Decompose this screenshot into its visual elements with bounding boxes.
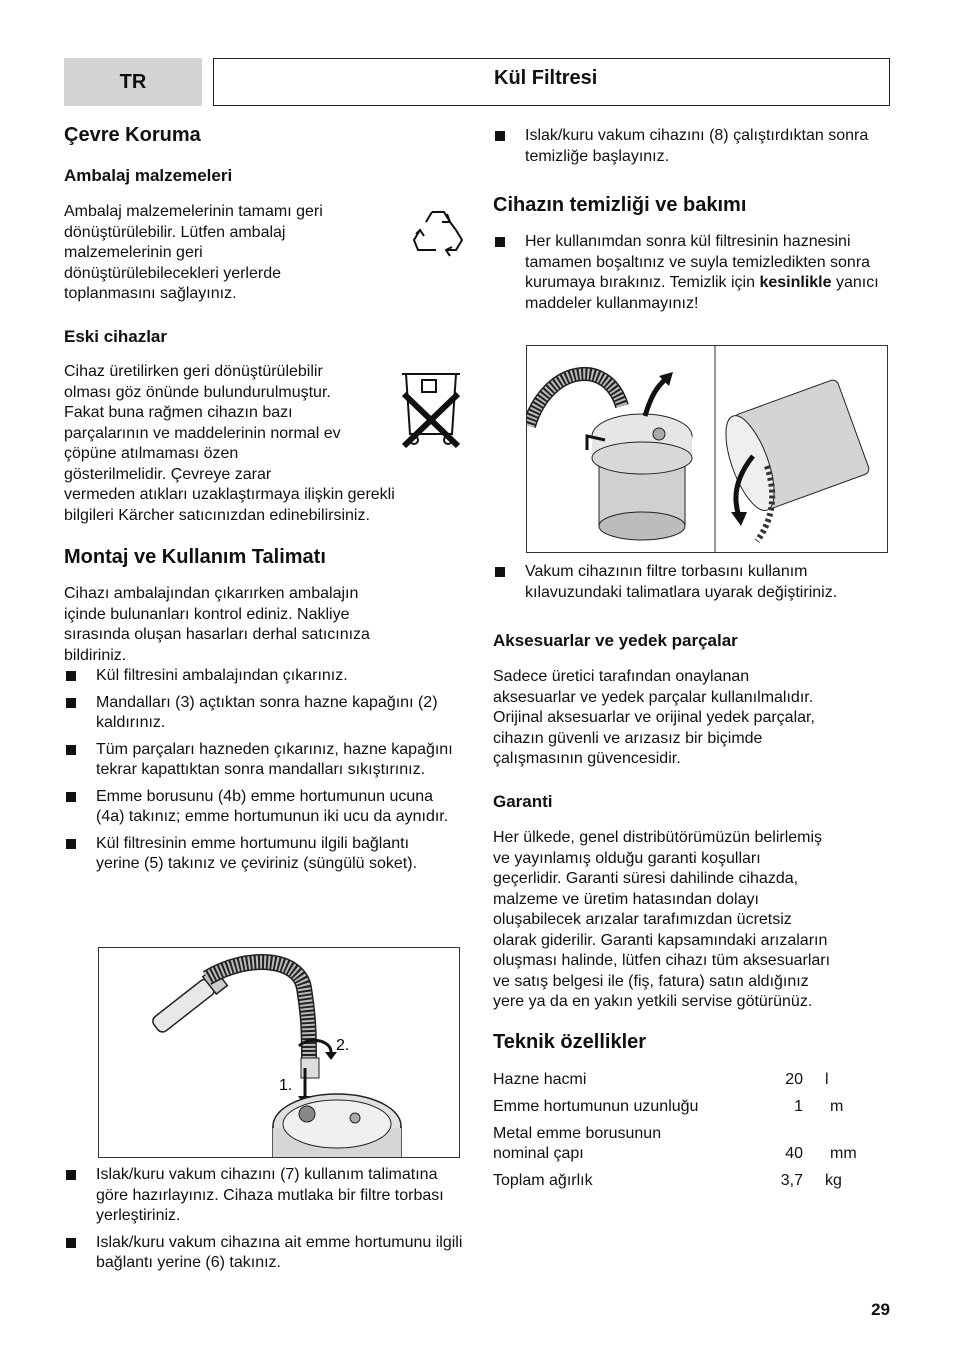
cleaning-illustration <box>527 346 887 552</box>
list-item: Tüm parçaları hazneden çıkarınız, hazne kapağını tekrar kapattıktan sonra mandalları sıkıştırınız. <box>64 740 454 781</box>
hose-illustration <box>99 948 459 1157</box>
spec-unit: m <box>830 1098 844 1115</box>
spec-value: 20 <box>785 1071 803 1088</box>
spec-unit: l <box>825 1071 829 1088</box>
crossed-bin-icon <box>398 368 464 450</box>
heading-ambalaj: Ambalaj malzemeleri <box>64 166 233 185</box>
montaj-text: Cihazı ambalajından çıkarırken ambalajın içinde bulunanları kontrol ediniz. Nakliye sırasında oluşan hasarları derhal satıcınıza bildiriniz. <box>64 585 370 664</box>
heading-garanti: Garanti <box>493 792 553 811</box>
montaj-steps <box>64 666 454 881</box>
list-item: Kül filtresini ambalajından çıkarınız. <box>64 666 454 687</box>
eski-cihazlar-text: Cihaz üretilirken geri dönüştürülebilir olması göz önünde bulundurulmuştur. Fakat buna rağmen cihazın bazı parçalarının ve maddelerinin normal ev çöpüne atılmaması özen gösterilmelidir. Çevreye zarar vermeden atıkları uzaklaştırmaya ilişkin gerekli bilgileri Kärcher satıcınızdan edinebilirsiniz. <box>64 363 395 524</box>
spec-label: Metal emme borusunun <box>493 1125 662 1142</box>
filter-bag-step <box>493 562 893 609</box>
step-label-1: 1. <box>279 1077 293 1094</box>
step-label-2: 2. <box>336 1037 350 1054</box>
heading-montaj: Montaj ve Kullanım Talimatı <box>64 546 326 568</box>
heading-bakim: Cihazın temizliği ve bakımı <box>493 194 747 216</box>
spec-unit: kg <box>825 1172 842 1189</box>
heading-aksesuar: Aksesuarlar ve yedek parçalar <box>493 631 738 650</box>
list-item: Islak/kuru vakum cihazına ait emme hortumunu ilgili bağlantı yerine (6) takınız. <box>64 1233 464 1274</box>
page-number: 29 <box>871 1300 890 1319</box>
heading-teknik: Teknik özellikler <box>493 1031 647 1053</box>
list-item: Her kullanımdan sonra kül filtresinin haznesini tamamen boşaltınız ve suyla temizledikten sonra kurumaya bırakınız. Temizlik için kesinlikle yanıcı maddeler kullanmayınız! <box>493 232 883 314</box>
list-item: Kül filtresinin emme hortumunu ilgili bağlantı yerine (5) takınız ve çeviriniz (süngülü soket). <box>64 834 454 875</box>
recycle-icon <box>412 206 464 258</box>
aksesuar-text: Sadece üretici tarafından onaylanan aksesuarlar ve yedek parçalar kullanılmalıdır. Orijinal aksesuarlar ve orijinal yedek parçalar, cihazın güvenli ve arızasız bir biçimde çalışmasının güvencesidir. <box>493 668 815 767</box>
heading-cevre-koruma: Çevre Koruma <box>64 124 201 146</box>
section-title: Kül Filtresi <box>494 67 598 89</box>
list-item: Emme borusunu (4b) emme hortumunun ucuna (4a) takınız; emme hortumunun iki ucu da aynıdır. <box>64 787 454 828</box>
spec-value: 3,7 <box>780 1172 803 1189</box>
start-step <box>493 126 889 173</box>
spec-value: 40 <box>785 1145 803 1162</box>
cleaning-figure <box>526 345 888 553</box>
spec-label: Hazne hacmi <box>493 1071 587 1088</box>
preparation-steps <box>64 1165 464 1280</box>
list-item: Islak/kuru vakum cihazını (8) çalıştırdıktan sonra temizliğe başlayınız. <box>493 126 889 167</box>
hose-attachment-figure <box>98 947 460 1158</box>
spec-unit: mm <box>830 1145 857 1162</box>
language-tab: TR <box>64 58 202 106</box>
spec-value: 1 <box>794 1098 803 1115</box>
heading-eski-cihazlar: Eski cihazlar <box>64 327 168 346</box>
section-title-box <box>213 58 890 106</box>
ambalaj-text: Ambalaj malzemelerinin tamamı geri dönüştürülebilir. Lütfen ambalaj malzemelerinin geri dönüştürülebilecekleri yerlerde toplanmasını sağlayınız. <box>64 203 323 302</box>
spec-label: Toplam ağırlık <box>493 1172 593 1189</box>
list-item: Mandalları (3) açtıktan sonra hazne kapağını (2) kaldırınız. <box>64 693 454 734</box>
maintenance-steps <box>493 232 883 320</box>
list-item: Islak/kuru vakum cihazını (7) kullanım talimatına göre hazırlayınız. Cihaza mutlaka bir filtre torbası yerleştiriniz. <box>64 1165 464 1227</box>
spec-label-line2: nominal çapı <box>493 1145 584 1162</box>
list-item: Vakum cihazının filtre torbasını kullanım kılavuzundaki talimatlara uyarak değiştiriniz. <box>493 562 893 603</box>
garanti-text: Her ülkede, genel distribütörümüzün belirlemiş ve yayınlamış olduğu garanti koşulları geçerlidir. Garanti süresi dahilinde cihazda, malzeme ve üretim hatasından dolayı oluşabilecek arızalar tarafımızdan ücretsiz olarak giderilir. Garanti kapsamındaki arızaların oluşması halinde, lütfen cihazı tüm aksesuarları ve satış belgesi ile (fiş, fatura) satın aldığınız yere ya da en yakın yetkili servise götürünüz. <box>493 829 831 1010</box>
spec-label: Emme hortumunun uzunluğu <box>493 1098 699 1115</box>
